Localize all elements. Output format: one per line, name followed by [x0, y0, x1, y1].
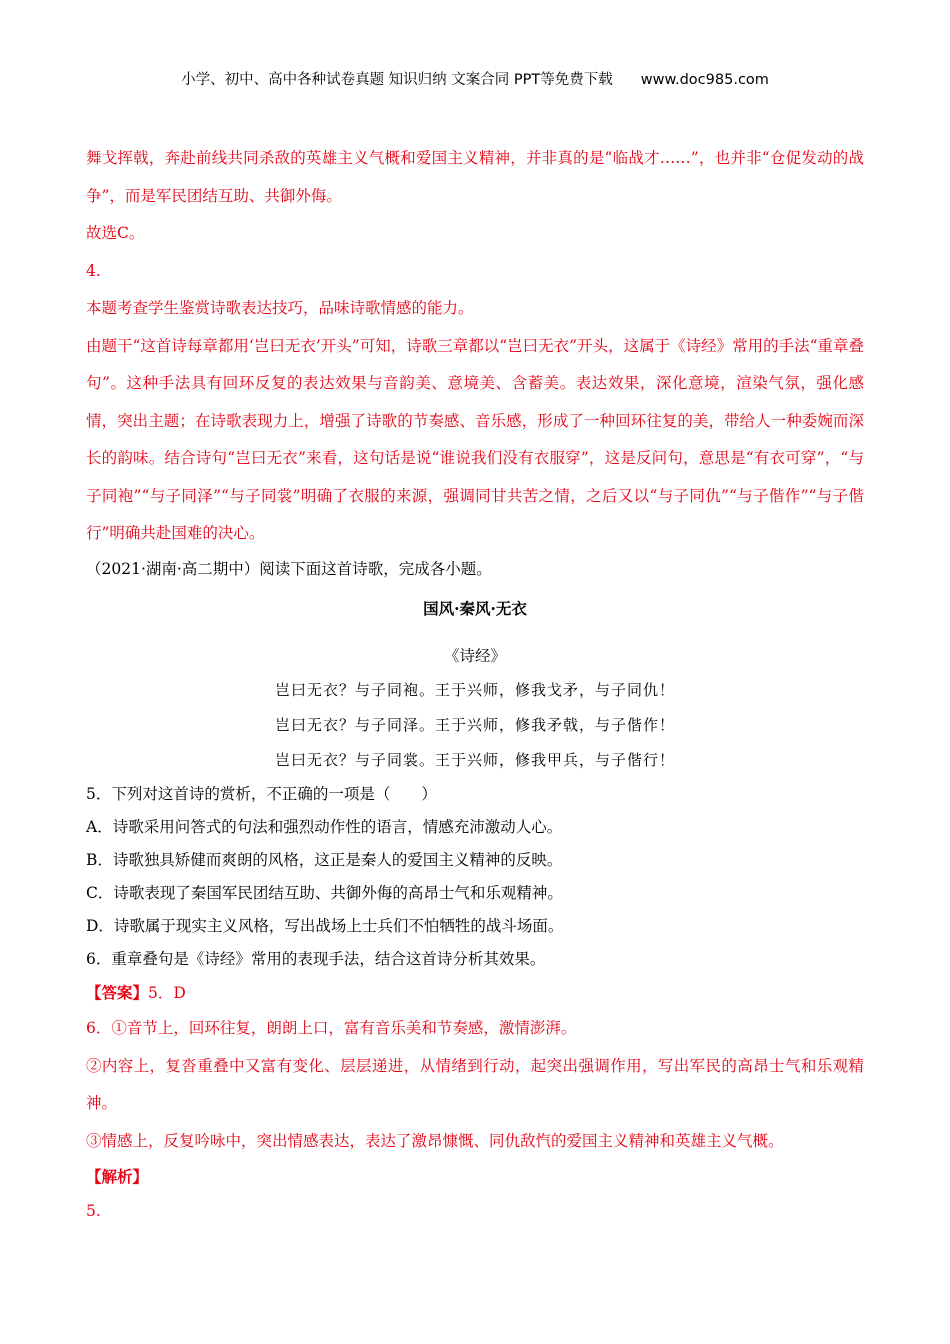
page-header	[0, 68, 950, 89]
explanation-paragraph: 舞戈挥戟，奔赴前线共同杀敌的英雄主义气概和爱国主义精神，并非真的是“临战才……”，也并非“仓促发动的战争”，而是军民团结互助、共御外侮。	[86, 149, 864, 205]
q4-analysis: 由题干“这首诗每章都用‘岂曰无衣’开头”可知，诗歌三章都以“岂曰无衣”开头，这属于《诗经》常用的手法“重章叠句”。这种手法具有回环反复的表达效果与音韵美、意境美、含蓄美。表达效果，深化意境，渲染气氛，强化感情，突出主题；在诗歌表现力上，增强了诗歌的节奏感、音乐感，形成了一种回环往复的美，带给人一种委婉而深长的韵味。结合诗句“岂曰无衣”来看，这句话是说“谁说我们没有衣服穿”，这是反问句，意思是“有衣可穿”，“与子同袍”“与子同泽”“与子同裳”明确了衣服的来源，强调同甘共苦之情，之后又以“与子同仇”“与子偕作”“与子偕行”明确共赴国难的决心。	[86, 336, 864, 542]
answer-label: 【答案】	[86, 983, 149, 1002]
q5-option-d: D．诗歌属于现实主义风格，写出战场上士兵们不怕牺牲的战斗场面。	[86, 917, 564, 935]
answer-line	[86, 976, 864, 1010]
q5-option-c: C．诗歌表现了秦国军民团结互助、共御外侮的高昂士气和乐观精神。	[86, 884, 563, 902]
poem-title: 国风·秦风·无衣	[423, 598, 527, 618]
q4-number: 4.	[86, 261, 101, 280]
document-body	[86, 140, 864, 1231]
poem-source: 《诗经》	[443, 647, 506, 665]
poem-line: 岂曰无衣？与子同袍。王于兴师，修我戈矛，与子同仇！	[274, 681, 675, 699]
q4-intro: 本题考查学生鉴赏诗歌表达技巧，品味诗歌情感的能力。	[86, 299, 474, 317]
answer-q5: 5．D	[148, 984, 186, 1002]
answer-q6-point: ②内容上，复沓重叠中又富有变化、层层递进，从情绪到行动，起突出强调作用，写出军民的高昂士气和乐观精神。	[86, 1056, 864, 1112]
answer-q6-point: ③情感上，反复吟咏中，突出情感表达，表达了激昂慷慨、同仇敌忾的爱国主义精神和英雄主义气概。	[86, 1131, 784, 1150]
passage-intro: （2021·湖南·高二期中）阅读下面这首诗歌，完成各小题。	[86, 559, 492, 578]
q5-option-a: A．诗歌采用问答式的句法和强烈动作性的语言，情感充沛激动人心。	[86, 818, 563, 836]
poem-line: 岂曰无衣？与子同泽。王于兴师，修我矛戟，与子偕作！	[274, 716, 675, 734]
analysis-label: 【解析】	[86, 1167, 149, 1186]
poem-line: 岂曰无衣？与子同裳。王于兴师，修我甲兵，与子偕行！	[274, 751, 675, 769]
choice-conclusion: 故选C。	[86, 224, 145, 242]
answer-q6-point: 6．①音节上，回环往复，朗朗上口，富有音乐美和节奏感，激情澎湃。	[86, 1019, 577, 1037]
q5-option-b: B．诗歌独具矫健而爽朗的风格，这正是秦人的爱国主义精神的反映。	[86, 851, 563, 869]
header-text: 小学、初中、高中各种试卷真题 知识归纳 文案合同 PPT等免费下载	[181, 72, 613, 88]
q6-stem: 6．重章叠句是《诗经》常用的表现手法，结合这首诗分析其效果。	[86, 950, 546, 968]
header-site-link[interactable]: www.doc985.com	[640, 72, 769, 88]
q5-stem: 5．下列对这首诗的赏析，不正确的一项是（ ）	[86, 785, 437, 803]
analysis-number: 5.	[86, 1202, 101, 1220]
